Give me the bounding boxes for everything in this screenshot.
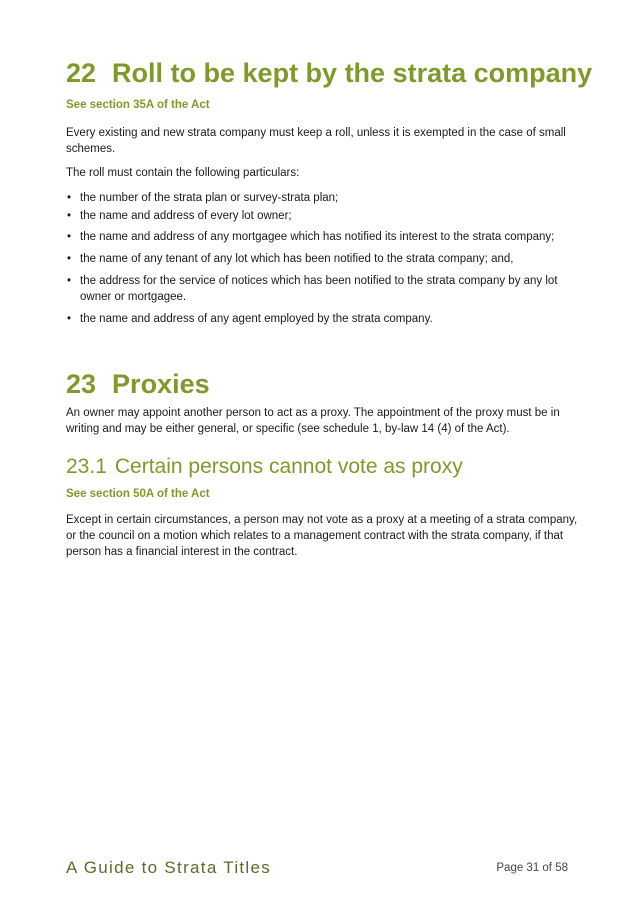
- section-22-reference: See section 35A of the Act: [66, 99, 210, 111]
- bullet-icon: •: [67, 313, 72, 325]
- bullet-icon: •: [67, 253, 72, 265]
- bullet-text: the number of the strata plan or survey-strata plan;: [80, 192, 339, 204]
- section-23-number: 23: [66, 369, 97, 399]
- bullet-icon: •: [67, 210, 72, 222]
- bullet-text: the name and address of any agent employed by the strata company.: [80, 313, 433, 325]
- section-22-title: Roll to be kept by the strata company: [112, 58, 593, 88]
- bullet-icon: •: [67, 192, 72, 204]
- section-22-number: 22: [66, 58, 97, 88]
- section-23-1-number: 23.1: [66, 455, 107, 478]
- section-23-paragraph-1: An owner may appoint another person to act as a proxy. The appointment of the proxy must be in writing and may be either general, or specific (see schedule 1, by-law 14 (4) of the Act).: [66, 407, 560, 435]
- section-22-bullet-list: [66, 190, 586, 327]
- bullet-item: [66, 229, 586, 245]
- bullet-item: [66, 311, 586, 327]
- bullet-item: [66, 190, 586, 206]
- section-23-1-title: Certain persons cannot vote as proxy: [114, 455, 463, 478]
- bullet-item: [66, 251, 586, 267]
- section-22-heading: [66, 56, 593, 90]
- section-23-1-reference: See section 50A of the Act: [66, 488, 210, 500]
- footer-page-number: Page 31 of 58: [496, 862, 568, 874]
- bullet-item: [66, 208, 586, 224]
- bullet-icon: •: [67, 275, 72, 287]
- page-content: [66, 56, 593, 560]
- section-23-1-paragraph-1: Except in certain circumstances, a person may not vote as a proxy at a meeting of a strata company, or the council on a motion which relates to a management contract with the strata company, if that person has a financial interest in the contract.: [66, 514, 578, 558]
- bullet-text: the name of any tenant of any lot which has been notified to the strata company; and,: [80, 253, 514, 265]
- bullet-text: the name and address of any mortgagee which has notified its interest to the strata company;: [80, 231, 555, 243]
- section-23-1-heading: [66, 453, 586, 481]
- bullet-text: the address for the service of notices which has been notified to the strata company by any lot owner or mortgagee.: [80, 275, 558, 303]
- section-23-heading: [66, 367, 586, 401]
- section-22-paragraph-2: The roll must contain the following particulars:: [66, 167, 300, 179]
- bullet-icon: •: [67, 231, 72, 243]
- bullet-text: the name and address of every lot owner;: [80, 210, 292, 222]
- footer-document-title: A Guide to Strata Titles: [66, 858, 272, 877]
- section-22-paragraph-1: Every existing and new strata company must keep a roll, unless it is exempted in the case of small schemes.: [66, 127, 566, 155]
- section-23-title: Proxies: [112, 369, 210, 399]
- bullet-item: [66, 273, 586, 305]
